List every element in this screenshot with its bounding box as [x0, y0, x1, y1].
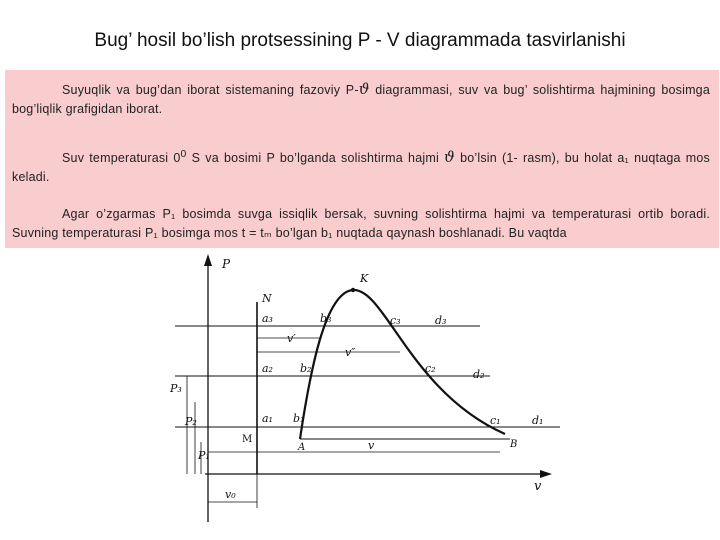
p-axis-arrow [204, 254, 212, 266]
b2-label: b₂ [300, 362, 312, 375]
p2-label: P₂ [185, 415, 197, 428]
d1-label: d₁ [532, 414, 544, 427]
paragraph-2-part-b: S va bosimi P bo’lganda solishtirma hajmi [186, 151, 445, 166]
point-a-label: A [298, 442, 306, 453]
specific-volume-symbol-2: ϑ [444, 148, 455, 167]
paragraph-2-part-a: Suv temperaturasi 0 [62, 151, 181, 166]
degree-superscript: 0 [180, 149, 187, 160]
paragraph-1-part-b: diagrammasi, suv va bug’ solishtirma hajmining bosimga bog’liqlik grafigidan iborat. [12, 83, 710, 116]
point-b-label: B [510, 439, 518, 450]
slide-title: Bug’ hosil bo’lish protsessining P - V diagrammada tasvirlanishi [94, 30, 626, 51]
critical-point-k [351, 288, 355, 292]
a2-label: a₂ [262, 362, 273, 375]
c1-label: c₁ [490, 414, 501, 427]
paragraph-3 [12, 205, 710, 243]
a3-label: a₃ [262, 312, 273, 325]
specific-volume-symbol: ϑ [358, 80, 370, 98]
v-axis-label: v [534, 479, 542, 494]
a1-label: a₁ [262, 412, 273, 425]
v0-label: v₀ [225, 488, 236, 501]
paragraph-3-text: Agar o’zgarmas P₁ bosimda suvga issiqlik bersak, suvning solishtirma hajmi va temperaturasi ortib boradi. Suvning temperaturasi P₁ bosimga mos t = tₘ bo’lgan b₁ nuqtada qaynash boshlanadi. Bu vaqtda [12, 207, 710, 240]
paragraph-1-part-a: Suyuqlik va bug’dan iborat sistemaning fazoviy P- [62, 83, 359, 97]
p3-label: P₃ [170, 382, 182, 395]
v-bottom-label: v [368, 439, 375, 452]
p1-label: P₁ [198, 449, 210, 462]
m-point-label: M [242, 434, 253, 445]
v-axis-arrow [540, 470, 552, 478]
p-axis-label: P [222, 257, 231, 271]
paragraph-2-part-c: bo’lsin (1- rasm), bu holat a₁ nuqtaga mos keladi. [12, 151, 710, 185]
c2-label: c₂ [425, 362, 436, 375]
paragraph-2 [12, 145, 710, 187]
pv-diagram [150, 252, 570, 532]
d3-label: d₃ [435, 314, 447, 327]
paragraph-1 [12, 80, 710, 119]
c3-label: c₃ [390, 314, 401, 327]
n-line-label: N [262, 292, 272, 305]
b1-label: b₁ [293, 412, 305, 425]
b3-label: b₃ [320, 312, 332, 325]
k-label: K [360, 272, 369, 285]
v-double-prime-label: v″ [345, 346, 356, 359]
d2-label: d₂ [473, 368, 485, 381]
v-prime-label: v′ [287, 332, 296, 345]
